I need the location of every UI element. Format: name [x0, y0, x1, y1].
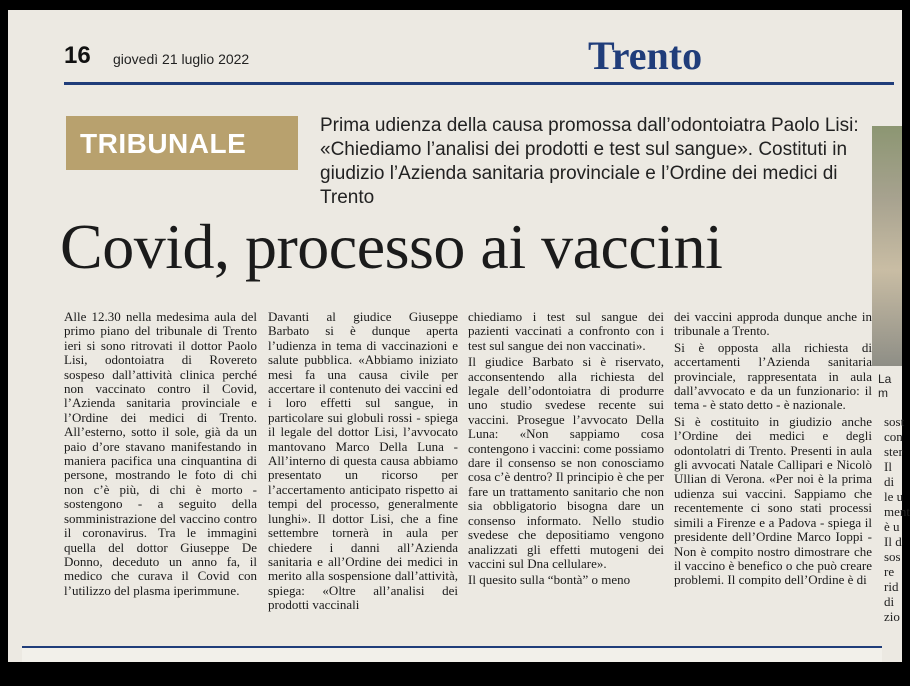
- article-column-3: [468, 310, 664, 590]
- paragraph: Il giudice Barbato si è riservato, acconsentendo alla richiesta del legale dell’odontoiatra di produrre uno studio svedese recente sui vaccini. Prosegue l’avvocato Della Luna: «Non sappiamo cosa contengono i vaccini: come possiamo dare il consenso se non conosciamo cosa c’è dentro? Il principio è che per fare un trattamento sanitario che non sia obbligatorio bisogna dare un consenso informato. Nello studio svedese che depositiamo vengono analizzati gli effetti mutogeni dei vaccini sul Dna cellulare».: [468, 354, 664, 571]
- newspaper-page: [8, 10, 910, 662]
- paragraph: chiediamo i test sul sangue dei pazienti vaccinati a confronto con i test sul sangue dei non vaccinati».: [468, 309, 664, 353]
- paragraph: Davanti al giudice Giuseppe Barbato si è dunque aperta l’udienza in tema di vaccinazioni e salute pubblica. «Abbiamo iniziato mesi fa una causa civile per accertare il contenuto dei vaccini ed i loro effetti sul sangue, in particolare sui globuli rossi - spiega il legale del dottor Lisi, l’avvocato mantovano Marco Della Luna - All’interno di questa causa abbiamo presentato un ricorso per l’accertamento anticipato rispetto ai tempi del processo, generalmente lunghi». Il dottor Lisi, che a fine settembre tornerà in aula per chiedere i danni all’Azienda sanitaria e all’Ordine dei medici in merito alla sospensione dall’attività, spiega: «Oltre all’analisi dei prodotti vaccinali: [268, 309, 458, 613]
- kicker-label: TRIBUNALE: [80, 128, 247, 159]
- article-column-2: [268, 310, 458, 615]
- article-column-1: [64, 310, 257, 600]
- section-title: Trento: [588, 33, 703, 78]
- paragraph: dei vaccini approda dunque anche in tribunale a Trento.: [674, 309, 872, 339]
- subheadline: Prima udienza della causa promossa dall’odontoiatra Paolo Lisi: «Chiediamo l’analisi dei prodotti e test sul sangue». Costituti in giudizio l’Azienda sanitaria provinciale e l’Ordine dei medici di Trento: [320, 115, 859, 208]
- paragraph: Si è opposta alla richiesta di accertamenti l’Azienda sanitaria provinciale, rappresentata in aula dall’avvocato e da un funzionario: il tema - è stato detto - è nazionale.: [674, 339, 872, 413]
- photo-caption: La m: [878, 372, 892, 400]
- page-number: 16: [64, 42, 91, 69]
- article-column-4: [674, 310, 872, 590]
- paragraph: Il quesito sulla “bontà” o meno: [468, 572, 631, 588]
- paragraph: Alle 12.30 nella medesima aula del primo piano del tribunale di Trento ieri si sono ritrovati il dottor Paolo Lisi, odontoiatra di Rovereto sospeso dall’attività clinica perché non vaccinato contro il Covid, l’Azienda sanitaria provinciale e l’Ordine dei medici di Trento. All’esterno, sotto il sole, già da un paio d’ore stavano manifestando in maniera pacifica una cinquantina di persone, mostrando le foto di chi non c’è più, di chi è morto - sostengono - a seguito della somministrazione del vaccino contro il coronavirus. Tra le immagini quella del dottor Giuseppe De Donno, deceduto un anno fa, il medico che curava il Covid con l’utilizzo del plasma iperimmune.: [64, 309, 257, 598]
- side-photo: [872, 126, 902, 366]
- publication-date: giovedì 21 luglio 2022: [113, 51, 250, 67]
- headline: Covid, processo ai vaccini: [60, 211, 723, 282]
- adjacent-article-text: sost con ster Il di le u ment è u Il d sos re rid di zio: [884, 414, 910, 624]
- bottom-border: [0, 662, 906, 686]
- paragraph: Si è costituito in giudizio anche l’Ordine dei medici e degli odontolatri di Trento. Presenti in aula gli avvocati Natale Callipari e Nicolò Ullian di Verona. «Per noi è la prima udienza sui vaccini. Sappiamo che recentemente ci sono stati processi simili a Firenze e a Padova - spiega il presidente dell’Ordine Marco Ioppi - Non è compito nostro dimostrare che il vaccino è benefico o che può creare problemi. Il compito dell’Ordine è di: [674, 413, 872, 588]
- header-rule: [64, 82, 894, 85]
